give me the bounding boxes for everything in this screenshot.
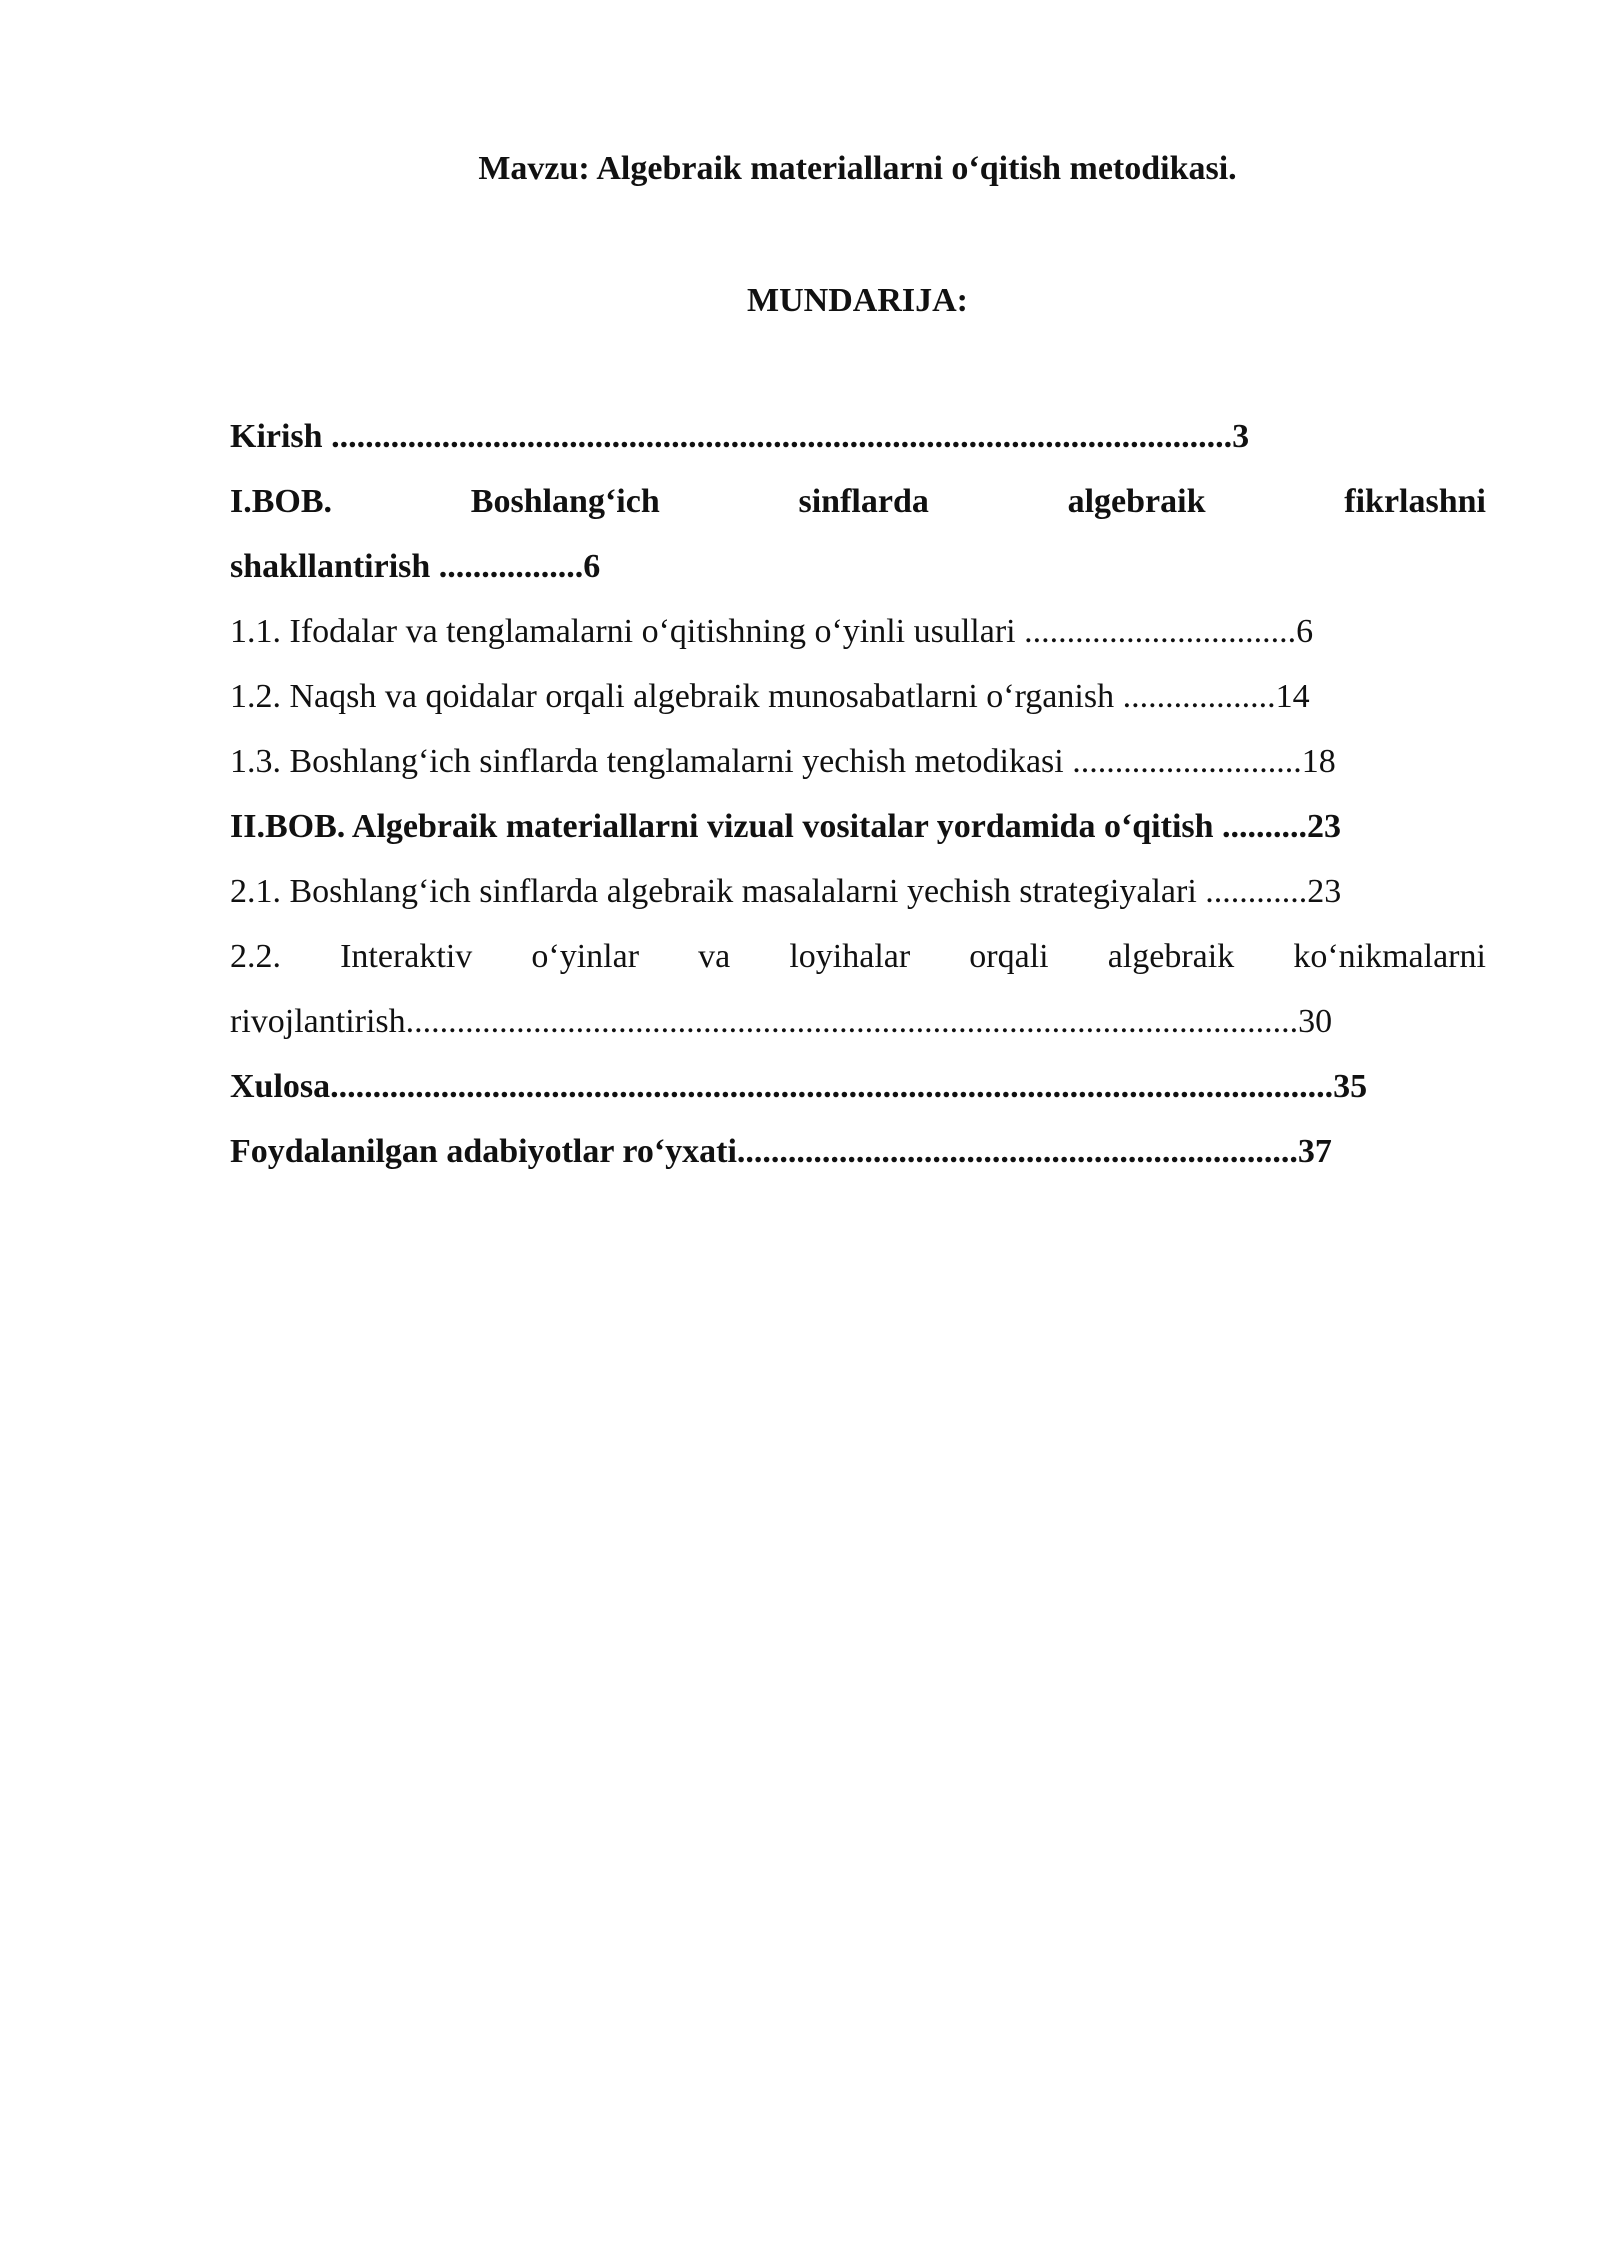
toc-entry-chapter-1-cont: shakllantirish .................6 bbox=[230, 548, 601, 585]
toc-word: algebraik bbox=[1107, 938, 1235, 975]
toc-entry-1-3: 1.3. Boshlang‘ich sinflarda tenglamalarni yechish metodikasi ...........................18 bbox=[230, 743, 1336, 780]
topic-heading: Mavzu: Algebraik materiallarni o‘qitish metodikasi. bbox=[478, 150, 1237, 187]
toc-word: ko‘nikmalarni bbox=[1293, 938, 1486, 975]
toc-entry-kirish: Kirish ..........................................................................................................3 bbox=[230, 418, 1250, 455]
toc-word: o‘yinlar bbox=[531, 938, 640, 975]
toc-entry-chapter-2: II.BOB. Algebraik materiallarni vizual vositalar yordamida o‘qitish ..........23 bbox=[230, 808, 1342, 845]
toc-entry-2-2 bbox=[230, 932, 1486, 997]
toc-word: Boshlang‘ich bbox=[470, 483, 660, 520]
toc-entry-references: Foydalanilgan adabiyotlar ro‘yxati..................................................................37 bbox=[230, 1133, 1332, 1170]
table-of-contents bbox=[230, 412, 1486, 1192]
toc-word: va bbox=[698, 938, 731, 975]
toc-word: loyihalar bbox=[789, 938, 911, 975]
toc-word: orqali bbox=[969, 938, 1049, 975]
toc-word: I.BOB. bbox=[230, 483, 333, 520]
toc-entry-1-1: 1.1. Ifodalar va tenglamalarni o‘qitishning o‘yinli usullari ................................6 bbox=[230, 613, 1314, 650]
toc-word: algebraik bbox=[1067, 483, 1206, 520]
toc-word: Interaktiv bbox=[340, 938, 473, 975]
toc-word: fikrlashni bbox=[1344, 483, 1486, 520]
toc-entry-2-1: 2.1. Boshlang‘ich sinflarda algebraik masalalarni yechish strategiyalari ............23 bbox=[230, 873, 1342, 910]
toc-entry-chapter-1 bbox=[230, 477, 1486, 542]
toc-entry-2-2-cont: rivojlantirish.........................................................................................................30 bbox=[230, 1003, 1333, 1040]
toc-entry-xulosa: Xulosa......................................................................................................................35 bbox=[230, 1068, 1368, 1105]
toc-word: sinflarda bbox=[798, 483, 929, 520]
toc-entry-1-2: 1.2. Naqsh va qoidalar orqali algebraik munosabatlarni o‘rganish ..................14 bbox=[230, 678, 1310, 715]
toc-title: MUNDARIJA: bbox=[747, 282, 968, 319]
toc-word: 2.2. bbox=[230, 938, 281, 975]
